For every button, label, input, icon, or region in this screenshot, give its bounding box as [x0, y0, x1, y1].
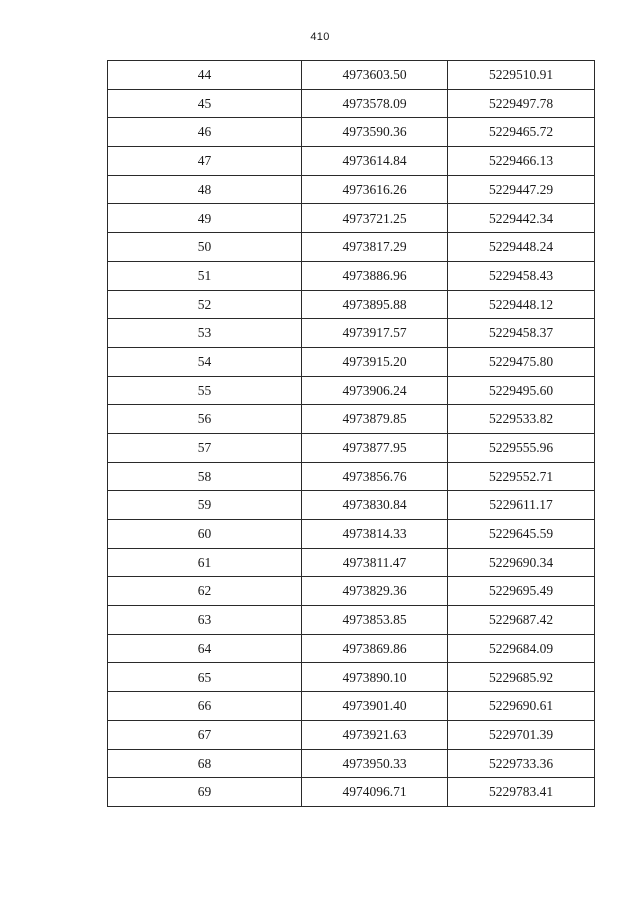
- y-coordinate-cell: 5229645.59: [448, 520, 595, 549]
- table-row: [108, 290, 595, 319]
- point-number-cell: 44: [108, 61, 302, 90]
- x-coordinate-cell: 4973811.47: [302, 548, 448, 577]
- table-row: [108, 376, 595, 405]
- y-coordinate-cell: 5229684.09: [448, 634, 595, 663]
- table-row: [108, 634, 595, 663]
- page-number: 410: [310, 31, 330, 43]
- point-number-cell: 61: [108, 548, 302, 577]
- y-coordinate-cell: 5229552.71: [448, 462, 595, 491]
- x-coordinate-cell: 4973921.63: [302, 720, 448, 749]
- x-coordinate-cell: 4973616.26: [302, 175, 448, 204]
- table-row: [108, 261, 595, 290]
- table-row: [108, 548, 595, 577]
- table-row: [108, 433, 595, 462]
- point-number-cell: 65: [108, 663, 302, 692]
- x-coordinate-cell: 4973915.20: [302, 347, 448, 376]
- y-coordinate-cell: 5229687.42: [448, 606, 595, 635]
- x-coordinate-cell: 4973817.29: [302, 233, 448, 262]
- point-number-cell: 67: [108, 720, 302, 749]
- x-coordinate-cell: 4973890.10: [302, 663, 448, 692]
- table-row: [108, 663, 595, 692]
- x-coordinate-cell: 4973879.85: [302, 405, 448, 434]
- point-number-cell: 49: [108, 204, 302, 233]
- point-number-cell: 64: [108, 634, 302, 663]
- point-number-cell: 57: [108, 433, 302, 462]
- point-number-cell: 48: [108, 175, 302, 204]
- x-coordinate-cell: 4973853.85: [302, 606, 448, 635]
- y-coordinate-cell: 5229555.96: [448, 433, 595, 462]
- table-row: [108, 520, 595, 549]
- table-row: [108, 175, 595, 204]
- y-coordinate-cell: 5229690.61: [448, 692, 595, 721]
- x-coordinate-cell: 4973603.50: [302, 61, 448, 90]
- point-number-cell: 62: [108, 577, 302, 606]
- x-coordinate-cell: 4973856.76: [302, 462, 448, 491]
- point-number-cell: 45: [108, 89, 302, 118]
- y-coordinate-cell: 5229458.37: [448, 319, 595, 348]
- table-row: [108, 749, 595, 778]
- y-coordinate-cell: 5229465.72: [448, 118, 595, 147]
- table-row: [108, 319, 595, 348]
- y-coordinate-cell: 5229448.24: [448, 233, 595, 262]
- x-coordinate-cell: 4973829.36: [302, 577, 448, 606]
- y-coordinate-cell: 5229733.36: [448, 749, 595, 778]
- x-coordinate-cell: 4973830.84: [302, 491, 448, 520]
- y-coordinate-cell: 5229695.49: [448, 577, 595, 606]
- point-number-cell: 53: [108, 319, 302, 348]
- y-coordinate-cell: 5229497.78: [448, 89, 595, 118]
- table-row: [108, 692, 595, 721]
- point-number-cell: 50: [108, 233, 302, 262]
- y-coordinate-cell: 5229685.92: [448, 663, 595, 692]
- table-row: [108, 118, 595, 147]
- x-coordinate-cell: 4974096.71: [302, 778, 448, 807]
- table-row: [108, 89, 595, 118]
- point-number-cell: 68: [108, 749, 302, 778]
- point-number-cell: 63: [108, 606, 302, 635]
- y-coordinate-cell: 5229466.13: [448, 147, 595, 176]
- y-coordinate-cell: 5229510.91: [448, 61, 595, 90]
- y-coordinate-cell: 5229475.80: [448, 347, 595, 376]
- x-coordinate-cell: 4973886.96: [302, 261, 448, 290]
- y-coordinate-cell: 5229690.34: [448, 548, 595, 577]
- table-row: [108, 606, 595, 635]
- table-row: [108, 405, 595, 434]
- y-coordinate-cell: 5229783.41: [448, 778, 595, 807]
- point-number-cell: 66: [108, 692, 302, 721]
- y-coordinate-cell: 5229495.60: [448, 376, 595, 405]
- table-row: [108, 233, 595, 262]
- y-coordinate-cell: 5229458.43: [448, 261, 595, 290]
- table-row: [108, 347, 595, 376]
- point-number-cell: 69: [108, 778, 302, 807]
- point-number-cell: 55: [108, 376, 302, 405]
- x-coordinate-cell: 4973721.25: [302, 204, 448, 233]
- coordinates-table-body: [108, 61, 595, 807]
- x-coordinate-cell: 4973917.57: [302, 319, 448, 348]
- table-row: [108, 720, 595, 749]
- x-coordinate-cell: 4973590.36: [302, 118, 448, 147]
- table-row: [108, 491, 595, 520]
- table-row: [108, 462, 595, 491]
- point-number-cell: 46: [108, 118, 302, 147]
- point-number-cell: 58: [108, 462, 302, 491]
- x-coordinate-cell: 4973901.40: [302, 692, 448, 721]
- point-number-cell: 54: [108, 347, 302, 376]
- x-coordinate-cell: 4973877.95: [302, 433, 448, 462]
- x-coordinate-cell: 4973614.84: [302, 147, 448, 176]
- table-row: [108, 147, 595, 176]
- point-number-cell: 52: [108, 290, 302, 319]
- y-coordinate-cell: 5229442.34: [448, 204, 595, 233]
- x-coordinate-cell: 4973895.88: [302, 290, 448, 319]
- point-number-cell: 51: [108, 261, 302, 290]
- x-coordinate-cell: 4973906.24: [302, 376, 448, 405]
- table-row: [108, 778, 595, 807]
- y-coordinate-cell: 5229533.82: [448, 405, 595, 434]
- x-coordinate-cell: 4973814.33: [302, 520, 448, 549]
- x-coordinate-cell: 4973950.33: [302, 749, 448, 778]
- point-number-cell: 59: [108, 491, 302, 520]
- table-row: [108, 204, 595, 233]
- x-coordinate-cell: 4973578.09: [302, 89, 448, 118]
- y-coordinate-cell: 5229448.12: [448, 290, 595, 319]
- x-coordinate-cell: 4973869.86: [302, 634, 448, 663]
- y-coordinate-cell: 5229701.39: [448, 720, 595, 749]
- point-number-cell: 56: [108, 405, 302, 434]
- point-number-cell: 47: [108, 147, 302, 176]
- y-coordinate-cell: 5229447.29: [448, 175, 595, 204]
- coordinates-table: [107, 60, 595, 807]
- point-number-cell: 60: [108, 520, 302, 549]
- y-coordinate-cell: 5229611.17: [448, 491, 595, 520]
- table-row: [108, 577, 595, 606]
- table-row: [108, 61, 595, 90]
